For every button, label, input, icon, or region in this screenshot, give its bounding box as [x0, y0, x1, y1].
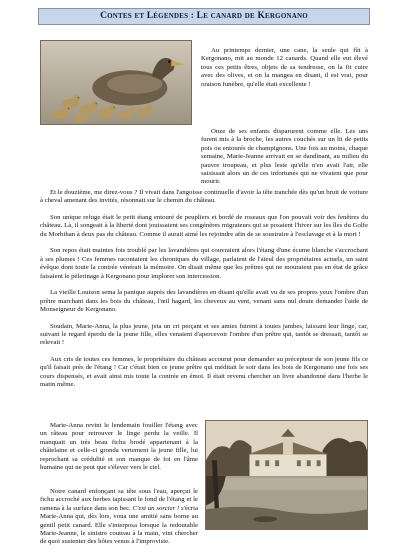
paragraph: Marie-Anna revint le lendemain fouiller l'étang avec un râteau pour retrouver le linge perdu la veille. Il manquait un très beau fichu brodé appartenant à la châtelaine et celle-ci gronda vertement la jeune fille, lui reprochant sa crédulité et son manque de foi en l'âme humaine qui ne peut que s'élever vers le ciel. — [40, 422, 198, 472]
paragraph — [40, 488, 198, 547]
paragraph-end: s'écria Marie-Anna qui, dès lors, voua une amitié sans borne au gentil petit canard. Elle s'interposa lorsque la redoutable Marie-Jeanne, le sinistre couteau à la main, vint chercher de quoi sustenter des hôtes venus à l'improviste. — [40, 504, 198, 546]
page-title: Contes et Légendes : Le canard de Kergonano — [38, 8, 370, 25]
paragraph: Son unique refuge était le petit étang entouré de peupliers et bordé de roseaux que l'on pouvait voir des fenêtres du château. Là, il songeait à la liberté dont jouissaient ses congénères migrateurs qui se posaient l'hiver sur les îles du Golfe du Morbihan à deux pas du château. Comme il aurait aimé les rejoindre afin de se soustraire à l'esclavage et à la mort ! — [40, 214, 368, 238]
duck-photo-illustration — [41, 41, 191, 124]
paragraph: La vieille Louison sema la panique auprès des lavandières en disant qu'elle avait vu de ses propres yeux l'ombre d'un prêtre marchant dans les bois du château, l'œil hagard, les cheveux au vent, venant sans nul doute demander l'aide de Monseigneur de Kergonano. — [40, 289, 368, 314]
quote-exclamation: C'est un sorcier ! — [132, 504, 180, 512]
paragraph: Aux cris de toutes ces femmes, le propriétaire du château accourut pour demander au précepteur de son jeune fils ce qu'il faisait près de l'étang ! Car c'était bien ce jeune prêtre qui méditait le soir dans les bois de Kergonano une fois ses cours dispensés, et avait ainsi mis toute la contrée en émoi. Il était revenu chercher un livre abandonné dans l'herbe le matin même. — [40, 356, 368, 389]
paragraph: Onze de ses enfants disparurent comme elle. Les uns furent mis à la broche, les autres couchés sur un lit de petits pois ou entourés de champignons. Une fois au moins, chaque semaine, Marie-Jeanne arrivait en se dandinant, au milieu du pauvre troupeau, et plus leste qu'elle n'en avait l'air, elle saisissait alors un de ces infortunés qui ne vivaient que pour mourir. — [201, 128, 368, 186]
body-text-top — [40, 128, 368, 195]
paragraph: Et le douzième, me direz-vous ? Il vivait dans l'angoisse continuelle d'avoir la tête tranchée dès qu'un bruit de voiture à cheval amenant des invités, résonnait sur le chemin du château. — [40, 189, 368, 205]
paragraph: Au printemps dernier, une cane, la seule qui fût à Kergonano, mit au monde 12 canards. Quand elle eut élevé tous ces petits êtres, objets de sa tendresse, on la fit cuire avec des olives, et on la mangea en disant, il est vrai, pour oraison funèbre, qu'elle était excellente ! — [201, 47, 368, 88]
body-text-bottom — [40, 488, 368, 547]
body-text-side — [40, 422, 198, 481]
intro-column — [201, 47, 368, 97]
body-text-main — [40, 189, 368, 398]
paragraph: Soudain, Marie-Anna, la plus jeune, jeta un cri perçant et ses amies fuirent à toutes jambes, laissant leur linge, car, suivant le regard éperdu de la jeune fille, elles venaient d'apercevoir l'ombre d'un prêtre qui, tantôt se dressait, tantôt se relevait ! — [40, 322, 368, 347]
paragraph-start: Notre canard enfonçant sa tête sous l'eau, aperçut le fichu accroché aux herbes tapissant le fond de l'étang et le ramena à la surface dans son bec. — [40, 488, 198, 512]
duck-with-ducklings-photo — [40, 40, 192, 125]
paragraph: Son repos était maintes fois troublé par les lavandières qui couvraient alors l'étang d'une écume blanche s'accrochant à ses plumes ! Ces femmes racontaient les chroniques du village, parlaient de l'aïeul des propriétaires actuels, un saint évêque dont toute la contrée vénérait la mémoire. On disait même que les prêtres qui ne mouraient pas en état de grâce faisaient le pèlerinage à Kergonano pour implorer son intercession. — [40, 247, 368, 280]
